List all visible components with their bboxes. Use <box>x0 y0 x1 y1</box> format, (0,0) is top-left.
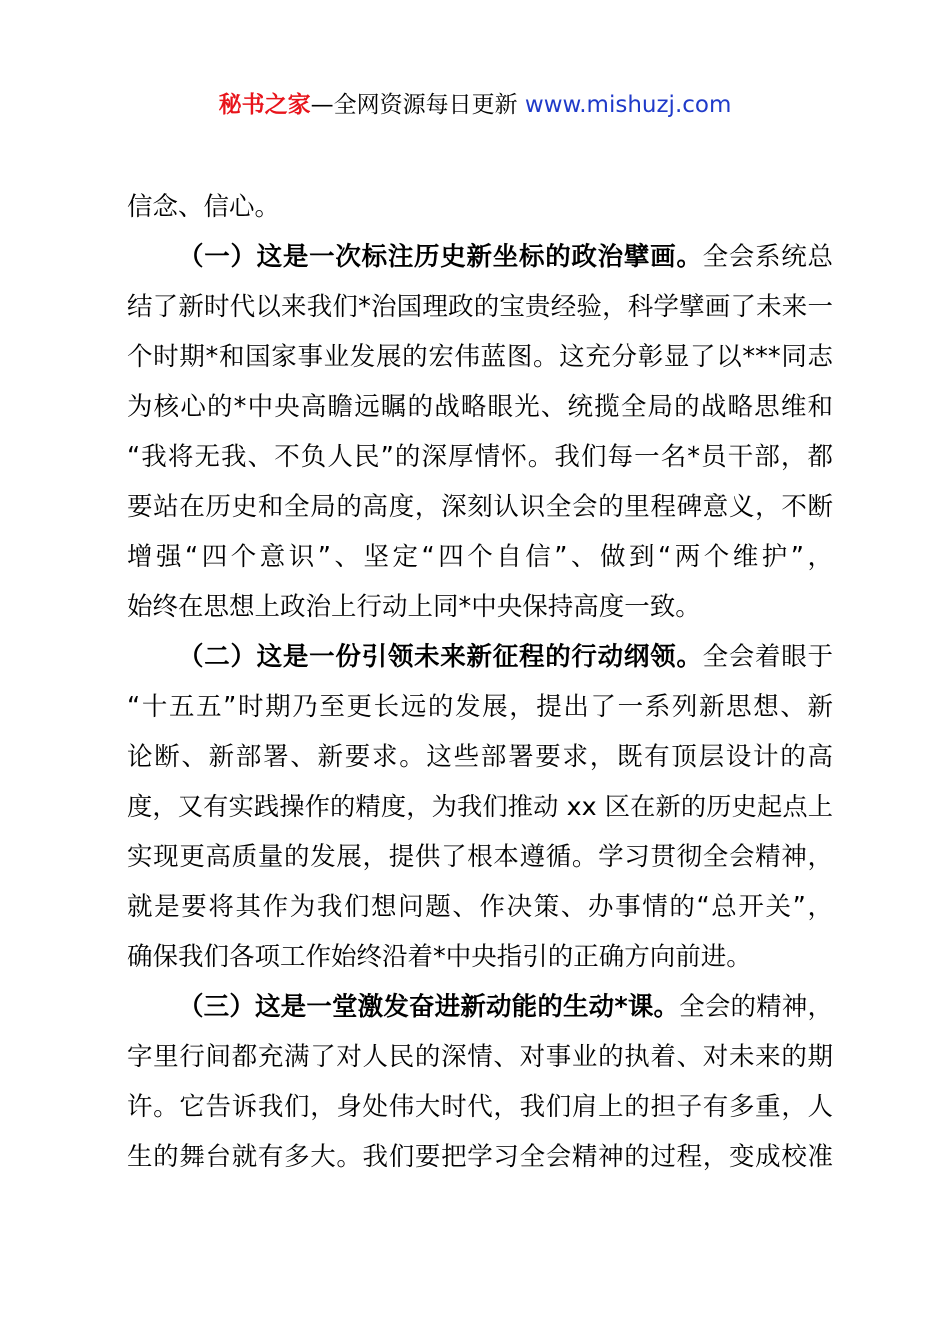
document-body <box>127 182 833 1182</box>
text-line: 生的舞台就有多大。我们要把学习全会精神的过程，变成校准 <box>127 1142 833 1172</box>
site-brand: 秘书之家 <box>218 92 311 118</box>
section-heading: （三）这是一堂激发奋进新动能的生动*课。 <box>178 992 680 1022</box>
section-heading: （一）这是一次标注历史新坐标的政治擘画。 <box>178 242 703 272</box>
site-url-link[interactable]: www.mishuzj.com <box>524 92 732 118</box>
text-line: 要站在历史和全局的高度，深刻认识全会的里程碑意义，不断 <box>127 492 833 522</box>
section-heading: （二）这是一份引领未来新征程的行动纲领。 <box>178 642 703 672</box>
text-line: 字里行间都充满了对人民的深情、对事业的执着、对未来的期 <box>127 1042 833 1072</box>
text-line: “我将无我、不负人民”的深厚情怀。我们每一名*员干部，都 <box>127 442 833 472</box>
text-line: 信念、信心。 <box>127 192 281 222</box>
text-line: “十五五”时期乃至更长远的发展，提出了一系列新思想、新 <box>127 692 833 722</box>
text-line: 实现更高质量的发展，提供了根本遵循。学习贯彻全会精神， <box>127 842 833 872</box>
text-line: 度，又有实践操作的精度，为我们推动 xx 区在新的历史起点上 <box>127 792 833 821</box>
text-line: 个时期*和国家事业发展的宏伟蓝图。这充分彰显了以***同志 <box>127 342 833 372</box>
section-heading-line: （二）这是一份引领未来新征程的行动纲领。全会着眼于 <box>178 642 833 672</box>
text-line: 就是要将其作为我们想问题、作决策、办事情的“总开关”， <box>127 892 833 922</box>
section-heading-line: （一）这是一次标注历史新坐标的政治擘画。全会系统总 <box>178 242 833 272</box>
site-tagline: —全网资源每日更新 <box>310 92 525 118</box>
text-line: 结了新时代以来我们*治国理政的宝贵经验，科学擘画了未来一 <box>127 292 833 322</box>
text-line: 论断、新部署、新要求。这些部署要求，既有顶层设计的高 <box>127 742 833 772</box>
text-line: 始终在思想上政治上行动上同*中央保持高度一致。 <box>127 592 701 622</box>
text-line: 确保我们各项工作始终沿着*中央指引的正确方向前进。 <box>127 942 752 972</box>
section-heading-line: （三）这是一堂激发奋进新动能的生动*课。全会的精神， <box>178 992 833 1022</box>
text-line: 许。它告诉我们，身处伟大时代，我们肩上的担子有多重，人 <box>127 1092 833 1122</box>
site-header <box>0 88 950 122</box>
text-line: 为核心的*中央高瞻远瞩的战略眼光、统揽全局的战略思维和 <box>127 392 833 422</box>
text-line: 增强“四个意识”、坚定“四个自信”、做到“两个维护”， <box>127 542 833 572</box>
